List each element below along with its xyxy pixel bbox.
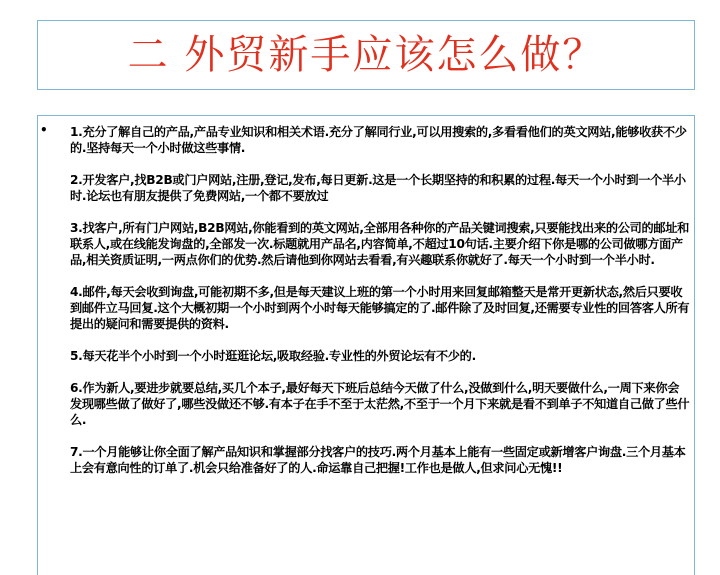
paragraph-1: 1.充分了解自己的产品,产品专业知识和相关术语.充分了解同行业,可以用搜索的,多看看他们的英文网站,能够收获不少的.坚持每天一个小时做这些事情. [70,125,687,155]
paragraph-3: 3.找客户,所有门户网站,B2B网站,你能看到的英文网站,全部用各种你的产品关键词搜索,只要能找出来的公司的邮址和联系人,或在线能发询盘的,全部发一次.标题就用产品名,内容简单,不超过10句话.主要介绍下你是哪的公司做哪方面产品,相关资质证明,一两点你们的优势.然后请他到你网站去看看,有兴趣联系你就好了.每天一个小时到一个半小时. [70,221,690,267]
content-box [37,115,695,575]
paragraph-list [70,124,690,492]
paragraph-6: 6.作为新人,要进步就要总结,买几个本子,最好每天下班后总结今天做了什么,没做到什么,明天要做什么,一周下来你会发现哪些做了做好了,哪些没做还不够.有本子在手不至于太茫然,不至于一个月下来就是看不到单子不知道自己做了些什么. [70,381,690,427]
bullet-marker: • [40,123,48,137]
paragraph-7: 7.一个月能够让你全面了解产品知识和掌握部分找客户的技巧.两个月基本上能有一些固定或新增客户询盘.三个月基本上会有意向性的订单了.机会只给准备好了的人.命运靠自己把握!工作也是做人,但求问心无愧!! [70,445,686,475]
paragraph-4: 4.邮件,每天会收到询盘,可能初期不多,但是每天建议上班的第一个小时用来回复邮箱整天是常开更新状态,然后只要收到邮件立马回复.这个大概初期一个小时到两个小时每天能够搞定的了.邮件除了及时回复,还需要专业性的回答客人所有提出的疑问和需要提供的资料. [70,285,690,331]
title-box [37,20,695,90]
page-title: 二 外贸新手应该怎么做？ [127,32,605,78]
paragraph-2: 2.开发客户,找B2B或门户网站,注册,登记,发布,每日更新.这是一个长期坚持的和积累的过程.每天一个小时到一个半小时.论坛也有朋友提供了免费网站,一个都不要放过 [70,173,686,203]
paragraph-5: 5.每天花半个小时到一个小时逛逛论坛,吸取经验.专业性的外贸论坛有不少的. [70,349,476,363]
